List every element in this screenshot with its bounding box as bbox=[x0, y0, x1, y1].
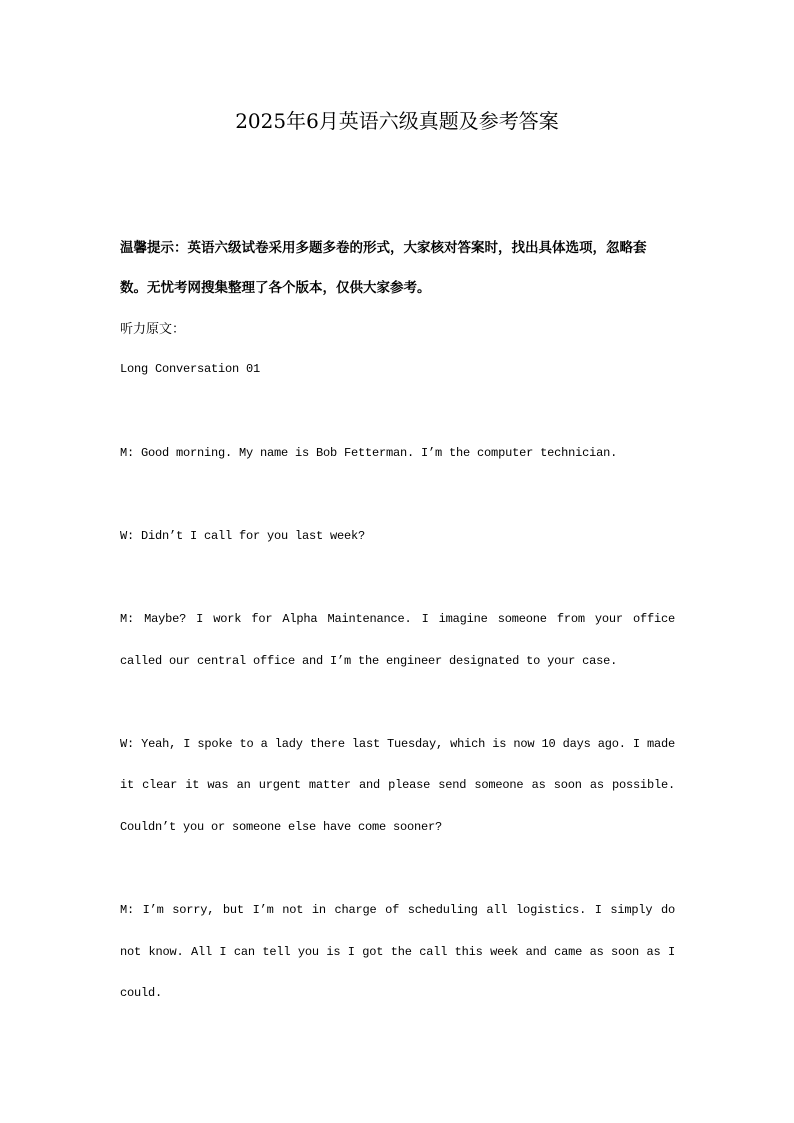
transcript-line: W: Didn’t I call for you last week? bbox=[120, 529, 366, 543]
transcript-line: M: I’m sorry, but I’m not in charge of scheduling all logistics. I simply do bbox=[120, 903, 675, 917]
tip-line-2: 数。无忧考网搜集整理了各个版本，仅供大家参考。 bbox=[120, 280, 431, 296]
section-heading: 听力原文： bbox=[120, 322, 186, 337]
transcript-line: it clear it was an urgent matter and please send someone as soon as possible. bbox=[120, 778, 675, 792]
tip-line-1: 温馨提示：英语六级试卷采用多题多卷的形式，大家核对答案时，找出具体选项，忽略套 bbox=[120, 240, 647, 256]
transcript-line: M: Maybe? I work for Alpha Maintenance. I imagine someone from your office bbox=[120, 612, 675, 626]
document-title: 2025年6月英语六级真题及参考答案 bbox=[235, 109, 559, 133]
transcript-line: Couldn’t you or someone else have come sooner? bbox=[120, 820, 443, 834]
transcript-line: not know. All I can tell you is I got the call this week and came as soon as I bbox=[120, 945, 675, 959]
transcript-line: called our central office and I’m the engineer designated to your case. bbox=[120, 654, 618, 668]
transcript-line: M: Good morning. My name is Bob Fetterman. I’m the computer technician. bbox=[120, 446, 618, 460]
conversation-title: Long Conversation 01 bbox=[120, 362, 261, 376]
transcript-line: W: Yeah, I spoke to a lady there last Tuesday, which is now 10 days ago. I made bbox=[120, 737, 675, 751]
transcript-line: could. bbox=[120, 986, 163, 1000]
